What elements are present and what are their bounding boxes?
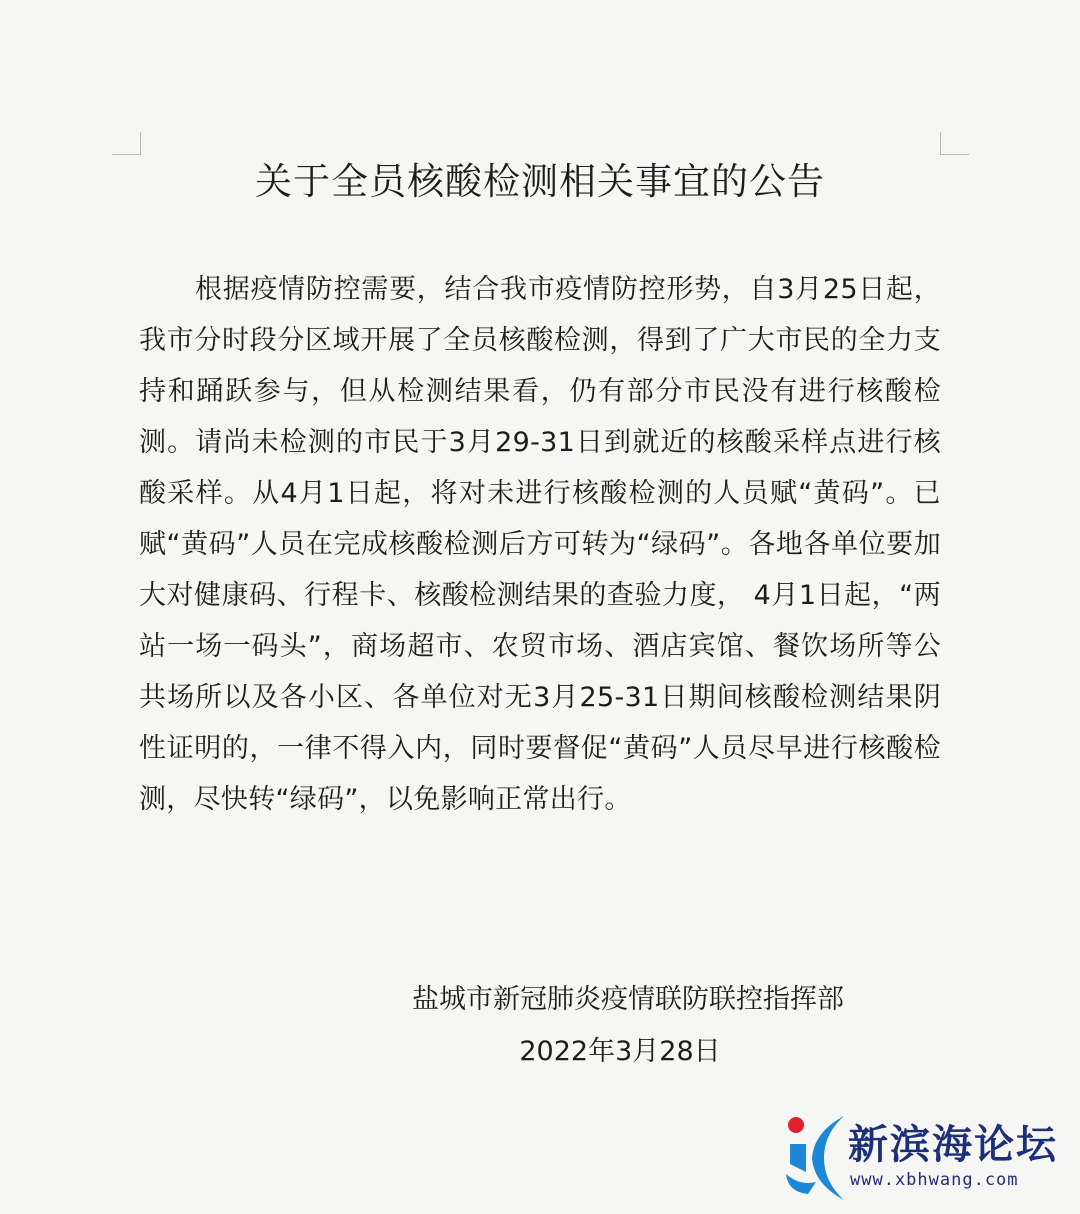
watermark-logo bbox=[780, 1108, 1080, 1214]
xbh-logo-icon bbox=[780, 1108, 850, 1208]
watermark-brand: 新滨海论坛 bbox=[848, 1122, 1058, 1168]
notice-date: 2022年3月28日 bbox=[519, 1036, 721, 1067]
notice-body: 根据疫情防控需要，结合我市疫情防控形势，自3月25日起，我市分时段分区域开展了全员核酸检测，得到了广大市民的全力支持和踊跃参与，但从检测结果看，仍有部分市民没有进行核酸检测。请尚未检测的市民于3月29-31日到就近的核酸采样点进行核酸采样。从4月1日起，将对未进行核酸检测的人员赋“黄码”。已赋“黄码”人员在完成核酸检测后方可转为“绿码”。各地各单位要加大对健康码、行程卡、核酸检测结果的查验力度， 4月1日起，“两站一场一码头”，商场超市、农贸市场、酒店宾馆、餐饮场所等公共场所以及各小区、各单位对无3月25-31日期间核酸检测结果阴性证明的，一律不得入内，同时要督促“黄码”人员尽早进行核酸检测，尽快转“绿码”，以免影响正常出行。 bbox=[139, 274, 941, 815]
crop-mark-top-right bbox=[940, 132, 969, 155]
crop-mark-top-left bbox=[112, 132, 141, 155]
watermark-url: www.xbhwang.com bbox=[850, 1170, 1019, 1190]
notice-title: 关于全员核酸检测相关事宜的公告 bbox=[255, 160, 825, 203]
signer-organization: 盐城市新冠肺炎疫情联防联控指挥部 bbox=[412, 984, 844, 1015]
